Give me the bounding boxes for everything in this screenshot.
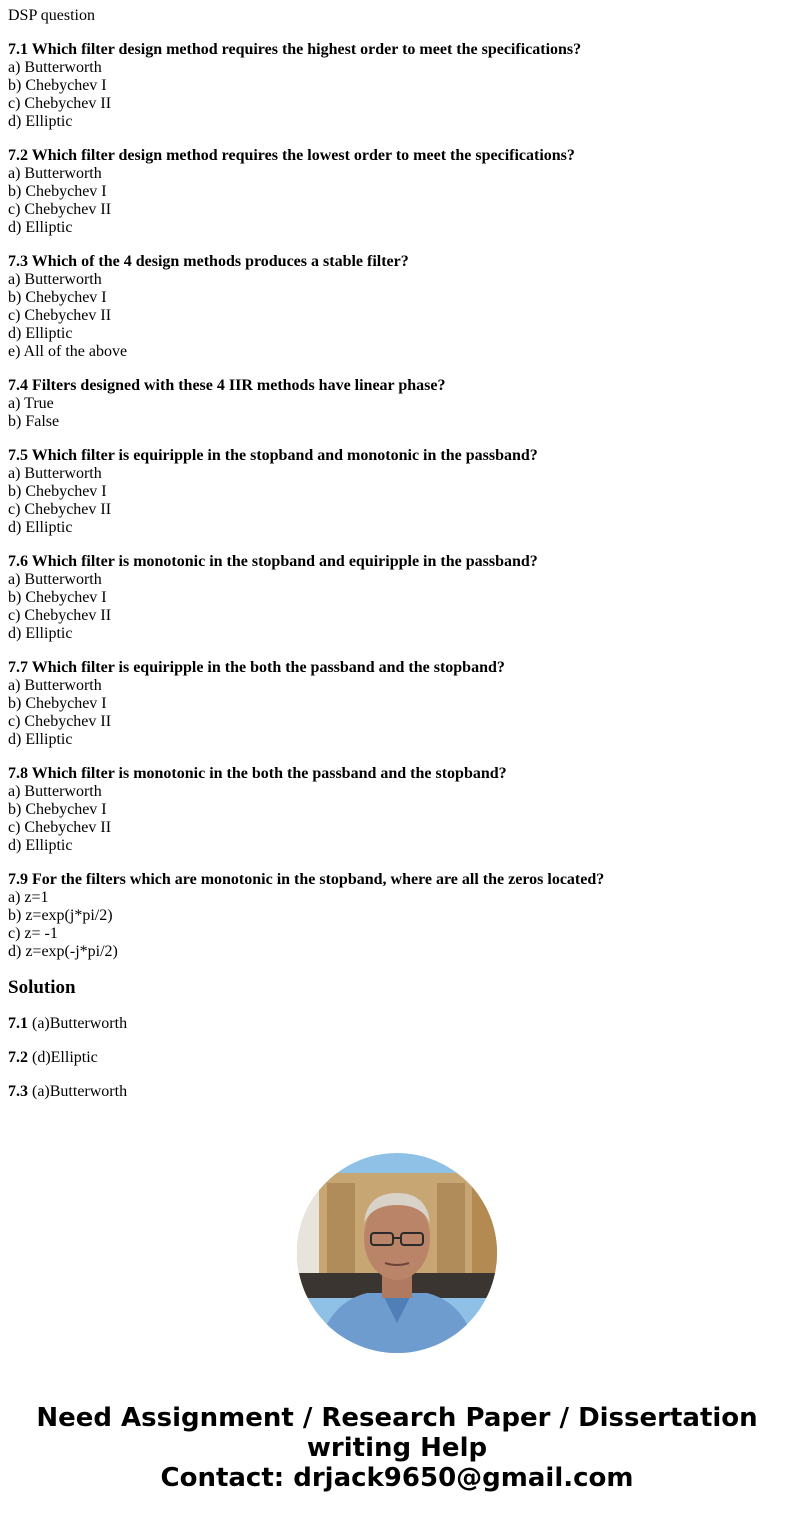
answer-option: a) Butterworth [8, 165, 102, 182]
question-list [8, 41, 786, 961]
answer-option: d) Elliptic [8, 731, 73, 748]
answer-option: c) Chebychev II [8, 201, 112, 218]
question-number: 7.5 [8, 447, 28, 464]
answer-option: d) Elliptic [8, 625, 73, 642]
promo-banner [0, 1403, 794, 1493]
answer-option: c) Chebychev II [8, 501, 112, 518]
question-title [8, 871, 786, 889]
question-block [8, 765, 786, 855]
answer-option: a) Butterworth [8, 465, 102, 482]
answer-option: a) z=1 [8, 889, 49, 906]
question-number: 7.6 [8, 553, 28, 570]
question-text: Which filter design method requires the highest order to meet the specifications? [31, 41, 582, 58]
answer-option: d) Elliptic [8, 837, 73, 854]
solution-number: 7.2 [8, 1049, 28, 1066]
question-title [8, 147, 786, 165]
question-title [8, 41, 786, 59]
solution-answer [8, 1015, 786, 1033]
answer-option: b) False [8, 413, 60, 430]
question-block [8, 553, 786, 643]
answer-option: a) Butterworth [8, 59, 102, 76]
answer-option: c) Chebychev II [8, 607, 112, 624]
question-number: 7.7 [8, 659, 28, 676]
solution-number: 7.3 [8, 1083, 28, 1100]
answer-option: c) Chebychev II [8, 819, 112, 836]
solution-heading: Solution [8, 977, 76, 998]
question-title [8, 377, 786, 395]
question-block [8, 871, 786, 961]
question-text: Filters designed with these 4 IIR methods have linear phase? [32, 377, 446, 394]
answer-option: e) All of the above [8, 343, 128, 360]
document-title: DSP question [8, 7, 95, 24]
question-title [8, 253, 786, 271]
question-text: Which filter design method requires the lowest order to meet the specifications? [31, 147, 575, 164]
answer-option: a) True [8, 395, 54, 412]
promo-line-2: writing Help [306, 1433, 488, 1463]
answer-option: d) z=exp(-j*pi/2) [8, 943, 118, 960]
answer-option: c) Chebychev II [8, 307, 112, 324]
promo-contact: Contact: drjack9650@gmail.com [160, 1463, 634, 1493]
solution-text: (a)Butterworth [32, 1015, 128, 1032]
answer-option: b) Chebychev I [8, 801, 107, 818]
question-title [8, 765, 786, 783]
question-number: 7.3 [8, 253, 28, 270]
question-text: Which filter is equiripple in the both the passband and the stopband? [31, 659, 505, 676]
question-text: Which of the 4 design methods produces a stable filter? [31, 253, 409, 270]
question-number: 7.2 [8, 147, 28, 164]
answer-option: d) Elliptic [8, 519, 73, 536]
question-block [8, 447, 786, 537]
question-title [8, 553, 786, 571]
answer-option: b) Chebychev I [8, 483, 107, 500]
solution-number: 7.1 [8, 1015, 28, 1032]
answer-option: b) z=exp(j*pi/2) [8, 907, 113, 924]
question-number: 7.9 [8, 871, 28, 888]
solution-answer [8, 1049, 786, 1067]
question-text: Which filter is monotonic in the stopband and equiripple in the passband? [31, 553, 538, 570]
question-text: Which filter is equiripple in the stopband and monotonic in the passband? [31, 447, 538, 464]
answer-option: a) Butterworth [8, 571, 102, 588]
answer-option: c) z= -1 [8, 925, 58, 942]
solution-text: (d)Elliptic [32, 1049, 98, 1066]
answer-option: b) Chebychev I [8, 289, 107, 306]
question-title [8, 447, 786, 465]
answer-option: b) Chebychev I [8, 77, 107, 94]
question-block [8, 253, 786, 361]
author-photo-illustration [297, 1153, 497, 1353]
question-number: 7.1 [8, 41, 28, 58]
answer-option: d) Elliptic [8, 219, 73, 236]
question-number: 7.8 [8, 765, 28, 782]
question-number: 7.4 [8, 377, 28, 394]
answer-option: b) Chebychev I [8, 183, 107, 200]
promo-line-1: Need Assignment / Research Paper / Dissertation [36, 1403, 758, 1433]
answer-option: b) Chebychev I [8, 589, 107, 606]
solution-text: (a)Butterworth [32, 1083, 128, 1100]
question-block [8, 377, 786, 431]
answer-list [8, 1015, 786, 1101]
question-block [8, 41, 786, 131]
answer-option: d) Elliptic [8, 113, 73, 130]
document-body [8, 7, 786, 1117]
question-text: For the filters which are monotonic in the stopband, where are all the zeros located? [32, 871, 605, 888]
author-avatar [297, 1153, 497, 1353]
answer-option: a) Butterworth [8, 783, 102, 800]
answer-option: b) Chebychev I [8, 695, 107, 712]
question-title [8, 659, 786, 677]
answer-option: a) Butterworth [8, 271, 102, 288]
question-block [8, 659, 786, 749]
answer-option: a) Butterworth [8, 677, 102, 694]
answer-option: c) Chebychev II [8, 95, 112, 112]
solution-answer [8, 1083, 786, 1101]
question-block [8, 147, 786, 237]
answer-option: d) Elliptic [8, 325, 73, 342]
answer-option: c) Chebychev II [8, 713, 112, 730]
question-text: Which filter is monotonic in the both the passband and the stopband? [31, 765, 507, 782]
